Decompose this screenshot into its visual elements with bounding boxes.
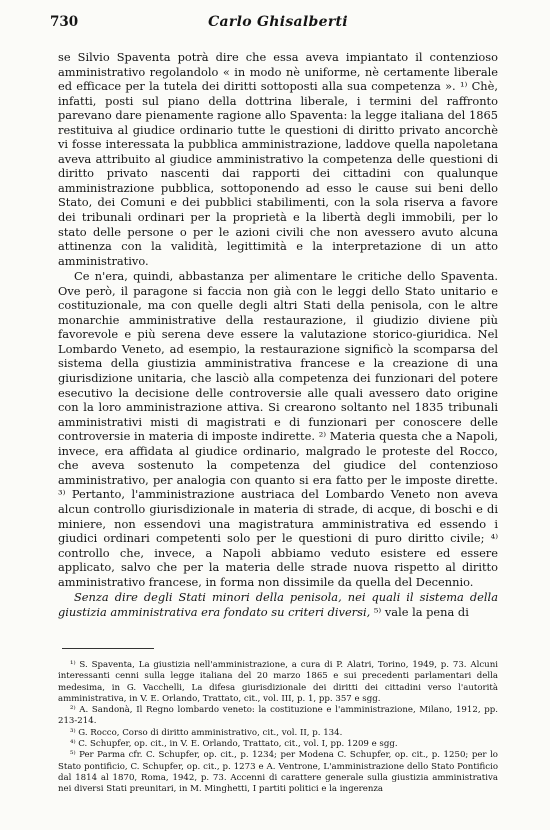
footnote-5: ⁵⁾ Per Parma cfr. C. Schupfer, op. cit., p. 1234; per Modena C. Schupfer, op. cit., p. 1250; per lo Stato pontificio, C. Schupfer, op. cit., p. 1273 e A. Ventrone, L'amministrazione dello Stato Pontificio dal 1814 al 1870, Roma, 1942, p. 73. Accenni di carattere generale sulla giustizia amministrativa nei diversi Stati preunitari, in M. Minghetti, I partiti politici e la ingerenza: [58, 750, 498, 795]
footnote-4: ⁴⁾ C. Schupfer, op. cit., in V. E. Orlando, Trattato, cit., vol. I, pp. 1209 e sgg.: [70, 739, 398, 750]
page-number: 730: [50, 14, 79, 30]
running-title: Carlo Ghisalberti: [208, 14, 348, 30]
paragraph-3-italic: Senza dire degli Stati minori della penisola, nei quali il sistema della giustizia amministrativa era fondato su criteri diversi,: [58, 590, 498, 619]
footnote-2: ²⁾ A. Sandonà, Il Regno lombardo veneto: la costituzione e l'amministrazione, Milano, 1912, pp. 213-214.: [58, 705, 498, 727]
footnote-1: ¹⁾ S. Spaventa, La giustizia nell'amministrazione, a cura di P. Alatri, Torino, 1949, p. 73. Alcuni interessanti cenni sulla legge italiana del 20 marzo 1865 e sui precedenti parlamentari della medesima, in G. Vacchelli, La difesa giurisdizionale dei diritti dei cittadini verso l'autorità amministrativa, in V. E. Orlando, Trattato, cit., vol. III, p. 1, pp. 357 e sgg.: [58, 660, 498, 704]
footnote-separator: [62, 648, 154, 649]
footnote-3: ³⁾ G. Rocco, Corso di diritto amministrativo, cit., vol. II, p. 134.: [70, 727, 343, 738]
paragraph-3-rest: ⁵⁾ vale la pena di: [370, 604, 469, 619]
paragraph-2: Ce n'era, quindi, abbastanza per alimentare le critiche dello Spaventa. Ove però, il paragone si faccia non già con le leggi dello Stato unitario e costituzionale, ma con quelle degli altri Stati della penisola, con le altre monarchie amministrative della restaurazione, il giudizio diviene più favorevole e più serena deve essere la valutazione storico-giuridica. Nel Lombardo Veneto, ad esempio, la restaurazione significò la scomparsa del sistema della giustizia amministrativa francese e la creazione di una giurisdizione unitaria, che lasciò alla competenza dei funzionari del potere esecutivo la decisione delle controversie alle quali avessero dato origine con la loro amministrazione attiva. Si crearono soltanto nel 1835 tribunali amministrativi misti di magistrati e di funzionari per conoscere delle controversie in materia di imposte indirette. ²⁾ Materia questa che a Napoli, invece, era affidata al giudice ordinario, malgrado le proteste del Rocco, che aveva sostenuto la competenza del giudice del contenzioso amministrativo, per analogia con quanto si era fatto per le imposte dirette. ³⁾ Pertanto, l'amministrazione austriaca del Lombardo Veneto non aveva alcun controllo giurisdizionale in materia di strade, di acque, di boschi e di miniere, non essendovi una magistratura amministrativa ed essendo i giudici ordinari competenti solo per le questioni di puro diritto civile; ⁴⁾ controllo che, invece, a Napoli abbiamo veduto esistere ed essere applicato, salvo che per la materia delle strade nuova rispetto al diritto amministrativo francese, in forma non dissimile da quella del Decennio.: [58, 269, 498, 589]
footnotes: [58, 660, 498, 796]
paragraph-3: [58, 590, 498, 619]
page-header: [50, 14, 498, 34]
body-text: [58, 50, 498, 620]
paragraph-1: se Silvio Spaventa potrà dire che essa aveva impiantato il contenzioso amministrativo regolandolo « in modo nè uniforme, nè certamente liberale ed efficace per la tutela dei diritti sottoposti alla sua competenza ». ¹⁾ Chè, infatti, posti sul piano della dottrina liberale, i termini del raffronto parevano dare pienamente ragione allo Spaventa: la legge italiana del 1865 restituiva al giudice ordinario tutte le questioni di diritto privato ancorchè vi fosse interessata la pubblica amministrazione, laddove quella napoletana aveva attribuito al giudice amministrativo la competenza delle questioni di diritto privato nascenti dai rapporti dei cittadini con qualunque amministrazione pubblica, sottoponendo ad esso le cause sui beni dello Stato, dei Comuni e dei pubblici stabilimenti, con la sola riserva a favore dei tribunali ordinari per la proprietà e la libertà degli immobili, per lo stato delle persone o per le azioni civili che non avessero avuto alcuna attinenza con la validità, legittimità e la interpretazione di un atto amministrativo.: [58, 50, 498, 268]
